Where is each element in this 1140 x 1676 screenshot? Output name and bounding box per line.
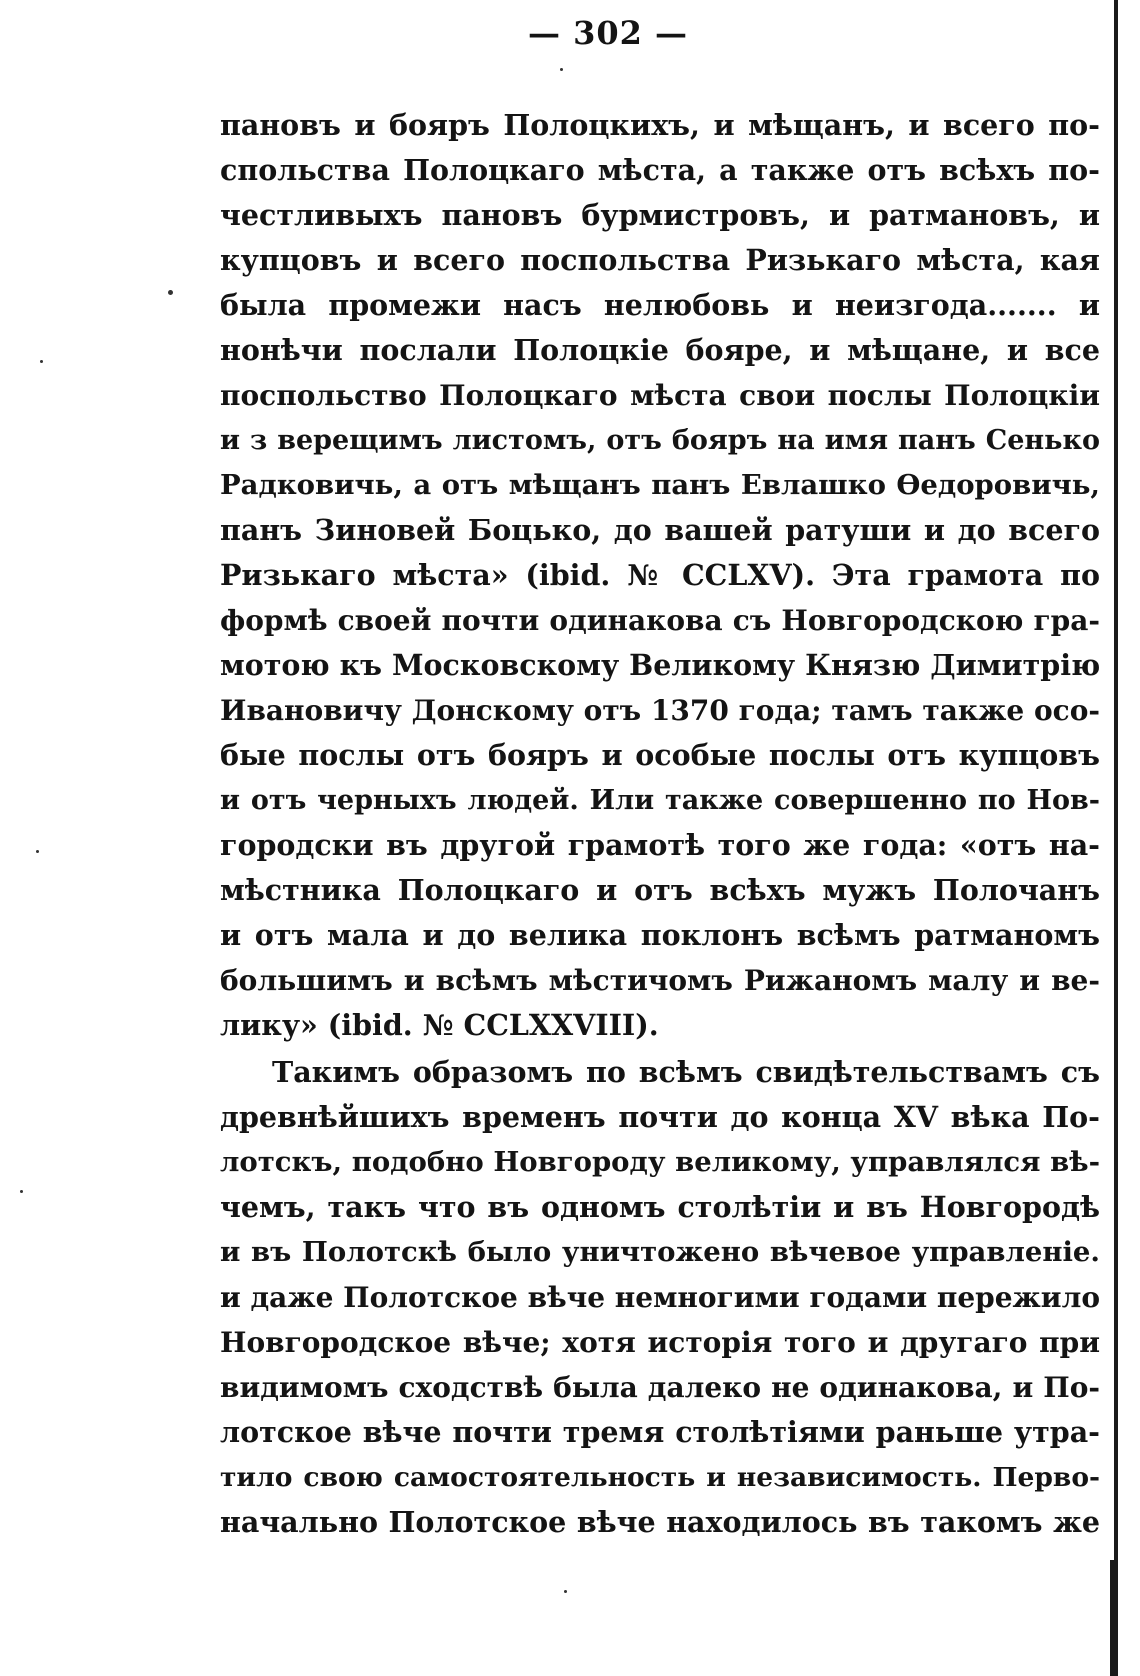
text-line: и даже Полотское вѣче немногими годами пережило xyxy=(220,1281,1100,1314)
text-line: спольства Полоцкаго мѣста, а также отъ всѣхъ по- xyxy=(220,153,1100,187)
text-line: Ризькаго мѣста» (ibid. № CCLXV). Эта грамота по xyxy=(220,558,1100,592)
text-line: формѣ своей почти одинакова съ Новгородскою гра- xyxy=(220,604,1100,637)
text-line: Такимъ образомъ по всѣмъ свидѣтельствамъ съ xyxy=(272,1055,1100,1089)
paragraph-1 xyxy=(220,103,1100,1048)
scan-speck xyxy=(20,1190,23,1193)
text-line: лотское вѣче почти тремя столѣтіями раньше утра- xyxy=(220,1415,1100,1449)
text-line: тило свою самостоятельность и независимость. Перво- xyxy=(220,1462,1100,1493)
text-line: была промежи насъ нелюбовь и неизгода....... и xyxy=(220,288,1100,322)
text-line: и отъ мала и до велика поклонъ всѣмъ ратманомъ xyxy=(220,918,1100,952)
scan-speck xyxy=(560,68,563,71)
text-line: и отъ черныхъ людей. Или также совершенно по Нов- xyxy=(220,785,1100,816)
text-line: лику» (ibid. № CCLXXVIII). xyxy=(220,1008,659,1042)
page-edge-rule xyxy=(1114,0,1118,1676)
text-line: бые послы отъ бояръ и особые послы отъ купцовъ xyxy=(220,738,1100,772)
text-line: большимъ и всѣмъ мѣстичомъ Рижаномъ малу и ве- xyxy=(220,964,1100,997)
text-line: чемъ, такъ что въ одномъ столѣтіи и въ Новгородѣ xyxy=(220,1190,1100,1224)
text-line: городски въ другой грамотѣ того же года: «отъ на- xyxy=(220,828,1100,862)
text-line: честливыхъ пановъ бурмистровъ, и ратмановъ, и xyxy=(220,198,1100,232)
text-line: Ивановичу Донскому отъ 1370 года; тамъ также осо- xyxy=(220,694,1100,727)
text-line: лотскъ, подобно Новгороду великому, управлялся вѣ- xyxy=(220,1146,1100,1178)
paragraph-2 xyxy=(220,1050,1100,1545)
page-number: — 302 — xyxy=(527,14,689,52)
text-line: видимомъ сходствѣ была далеко не одинакова, и По- xyxy=(220,1371,1100,1404)
body-text xyxy=(220,103,1100,1545)
text-line: мотою къ Московскому Великому Князю Димитрію xyxy=(220,648,1101,682)
text-line: начально Полотское вѣче находилось въ такомъ же xyxy=(220,1505,1100,1539)
scan-speck xyxy=(168,290,173,295)
text-line: Радковичь, а отъ мѣщанъ панъ Евлашко Өедоровичь, xyxy=(220,469,1100,501)
text-line: и въ Полотскѣ было уничтожено вѣчевое управленіе. xyxy=(220,1236,1100,1268)
text-line: панъ Зиновей Боцько, до вашей ратуши и до всего xyxy=(220,513,1100,547)
text-line: мѣстника Полоцкаго и отъ всѣхъ мужъ Полочанъ xyxy=(220,873,1100,907)
page-edge-shadow xyxy=(1110,1560,1118,1676)
text-line: поспольство Полоцкаго мѣста свои послы Полоцкіи xyxy=(220,379,1100,412)
text-line: купцовъ и всего поспольства Ризькаго мѣста, кая xyxy=(220,243,1100,277)
scan-speck xyxy=(36,850,39,853)
text-line: Новгородское вѣче; хотя исторія того и другаго при xyxy=(220,1326,1100,1359)
text-line: нонѣчи послали Полоцкіе бояре, и мѣщане, и все xyxy=(220,333,1100,367)
scan-speck xyxy=(564,1590,567,1593)
text-line: и з верещимъ листомъ, отъ бояръ на имя панъ Сенько xyxy=(220,425,1100,456)
text-line: древнѣйшихъ временъ почти до конца XV вѣка По- xyxy=(220,1100,1100,1134)
text-line: пановъ и бояръ Полоцкихъ, и мѣщанъ, и всего по- xyxy=(220,108,1100,142)
scan-speck xyxy=(40,360,43,363)
